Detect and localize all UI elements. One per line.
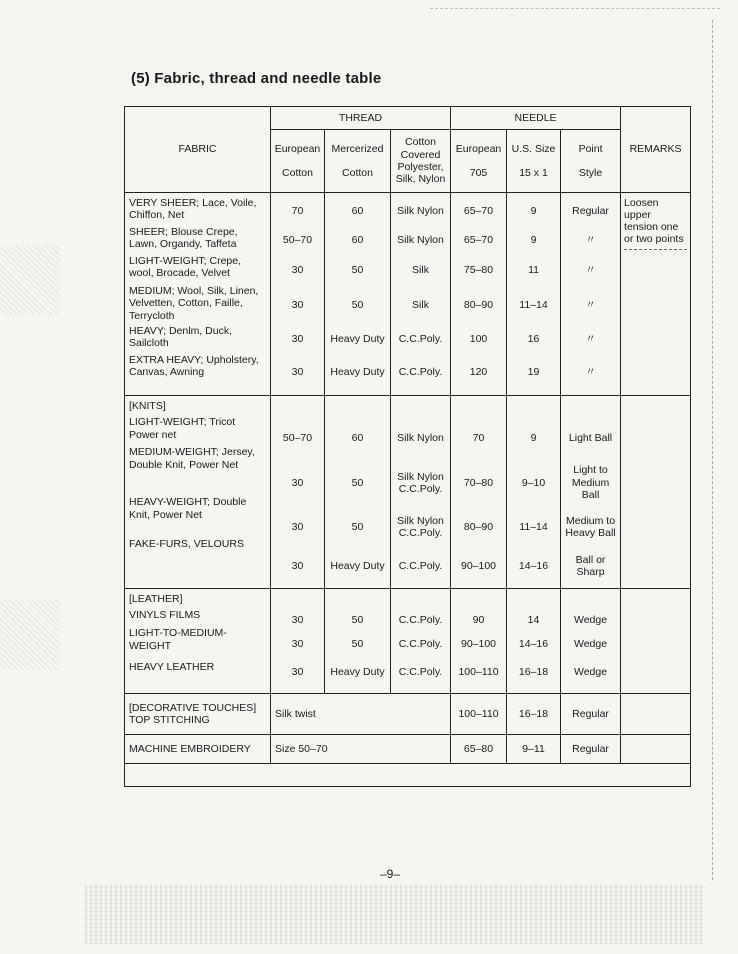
fabric-fake-furs: FAKE-FURS, VELOURS: [129, 538, 244, 551]
page-title: (5) Fabric, thread and needle table: [131, 70, 382, 87]
fabric-thread-needle-table: [124, 106, 691, 787]
leather-fabric-list: [125, 589, 271, 694]
woven-cotton-covered: Silk Nylon Silk Nylon Silk Silk C.C.Poly. C.C.Poly.: [391, 193, 451, 396]
scan-artifact-left: [0, 245, 60, 315]
section-decorative-touches: [DECORATIVE TOUCHES]: [129, 701, 257, 714]
knits-us-size: 9 9–10 11–14 14–16: [507, 396, 561, 589]
scan-artifact-left-lower: [0, 600, 60, 670]
fabric-sheer: SHEER; Blouse Crepe, Lawn, Organdy, Taffeta: [129, 226, 238, 251]
header-remarks: REMARKS: [621, 107, 691, 193]
scan-artifact-top: [430, 8, 720, 13]
top-stitching-remarks-empty: [621, 694, 691, 735]
fabric-light-weight: LIGHT-WEIGHT; Crepe, wool, Brocade, Velvet: [129, 255, 242, 280]
header-point-style: Point Style: [561, 130, 621, 193]
header-mercerized-cotton: Mercerized Cotton: [325, 130, 391, 193]
machine-embroidery-thread: Size 50–70: [271, 735, 451, 764]
leather-point-style: Wedge Wedge Wedge: [561, 589, 621, 694]
remarks-cell: [621, 193, 691, 396]
table-blank-footer-row: [125, 764, 691, 787]
header-european-needle: European 705: [451, 130, 507, 193]
top-stitching-us-size: 16–18: [507, 694, 561, 735]
leather-cotton-covered: C.C.Poly. C.C.Poly. C.C.Poly.: [391, 589, 451, 694]
fabric-knit-heavy: HEAVY-WEIGHT; Double Knit, Power Net: [129, 496, 247, 521]
header-fabric: FABRIC: [125, 107, 271, 193]
knits-remarks-empty: [621, 396, 691, 589]
remark-loosen-tension: Loosen upper tension one or two points: [624, 197, 687, 250]
fabric-knit-medium: MEDIUM-WEIGHT; Jersey, Double Knit, Power Net: [129, 446, 255, 471]
top-stitching-thread: Silk twist: [271, 694, 451, 735]
fabric-very-sheer: VERY SHEER; Lace, Voile, Chiffon, Net: [129, 197, 257, 222]
woven-us-size: 9 9 11 11–14 16 19: [507, 193, 561, 396]
header-us-size: U.S. Size 15 x 1: [507, 130, 561, 193]
section-leather: [LEATHER]: [129, 593, 183, 605]
top-stitching-point-style: Regular: [561, 694, 621, 735]
fabric-light-to-medium-weight: LIGHT-TO-MEDIUM-WEIGHT: [129, 627, 227, 652]
machine-embroidery-point-style: Regular: [561, 735, 621, 764]
leather-european-cotton: 30 30 30: [271, 589, 325, 694]
header-needle: NEEDLE: [451, 107, 621, 130]
knits-mercerized: 60 50 50 Heavy Duty: [325, 396, 391, 589]
fabric-knit-light: LIGHT-WEIGHT; Tricot Power net: [129, 416, 236, 441]
machine-embroidery-us-size: 9–11: [507, 735, 561, 764]
fabric-medium: MEDIUM; Wool, Silk, Linen, Velvetten, Cotton, Faille, Terrycloth: [129, 285, 259, 322]
fabric-heavy-leather: HEAVY LEATHER: [129, 661, 215, 674]
decorative-top-stitching-label: [DECORATIVE TOUCHES] TOP STITCHING: [125, 694, 271, 735]
header-cotton-covered-polyester: Cotton Covered Polyester, Silk, Nylon: [391, 130, 451, 193]
machine-embroidery-remarks-empty: [621, 735, 691, 764]
knits-cotton-covered: Silk Nylon Silk Nylon C.C.Poly. Silk Nylon C.C.Poly. C.C.Poly.: [391, 396, 451, 589]
woven-european-needle: 65–70 65–70 75–80 80–90 100 120: [451, 193, 507, 396]
fabric-heavy: HEAVY; Denlm, Duck, Sailcloth: [129, 325, 232, 350]
fabric-vinyls-films: VINYLS FILMS: [129, 609, 201, 622]
header-european-cotton: European Cotton: [271, 130, 325, 193]
knits-european-cotton: 50–70 30 30 30: [271, 396, 325, 589]
woven-fabric-list: [125, 193, 271, 396]
knits-fabric-list: [125, 396, 271, 589]
section-knits: [KNITS]: [129, 400, 166, 412]
woven-mercerized: 60 60 50 50 Heavy Duty Heavy Duty: [325, 193, 391, 396]
scan-artifact-bottom: [85, 884, 705, 944]
knits-european-needle: 70 70–80 80–90 90–100: [451, 396, 507, 589]
leather-european-needle: 90 90–100 100–110: [451, 589, 507, 694]
scan-artifact-right-edge: [712, 20, 714, 880]
leather-mercerized: 50 50 Heavy Duty: [325, 589, 391, 694]
machine-embroidery-european-needle: 65–80: [451, 735, 507, 764]
page-number: –9–: [380, 867, 401, 881]
leather-remarks-empty: [621, 589, 691, 694]
woven-european-cotton: 70 50–70 30 30 30 30: [271, 193, 325, 396]
woven-point-style: Regular 〃 〃 〃 〃 〃: [561, 193, 621, 396]
header-thread: THREAD: [271, 107, 451, 130]
leather-us-size: 14 14–16 16–18: [507, 589, 561, 694]
fabric-extra-heavy: EXTRA HEAVY; Upholstery, Canvas, Awning: [129, 354, 259, 379]
machine-embroidery-label: MACHINE EMBROIDERY: [125, 735, 271, 764]
top-stitching-european-needle: 100–110: [451, 694, 507, 735]
knits-point-style: Light Ball Light to Medium Ball Medium to Heavy Ball Ball or Sharp: [561, 396, 621, 589]
